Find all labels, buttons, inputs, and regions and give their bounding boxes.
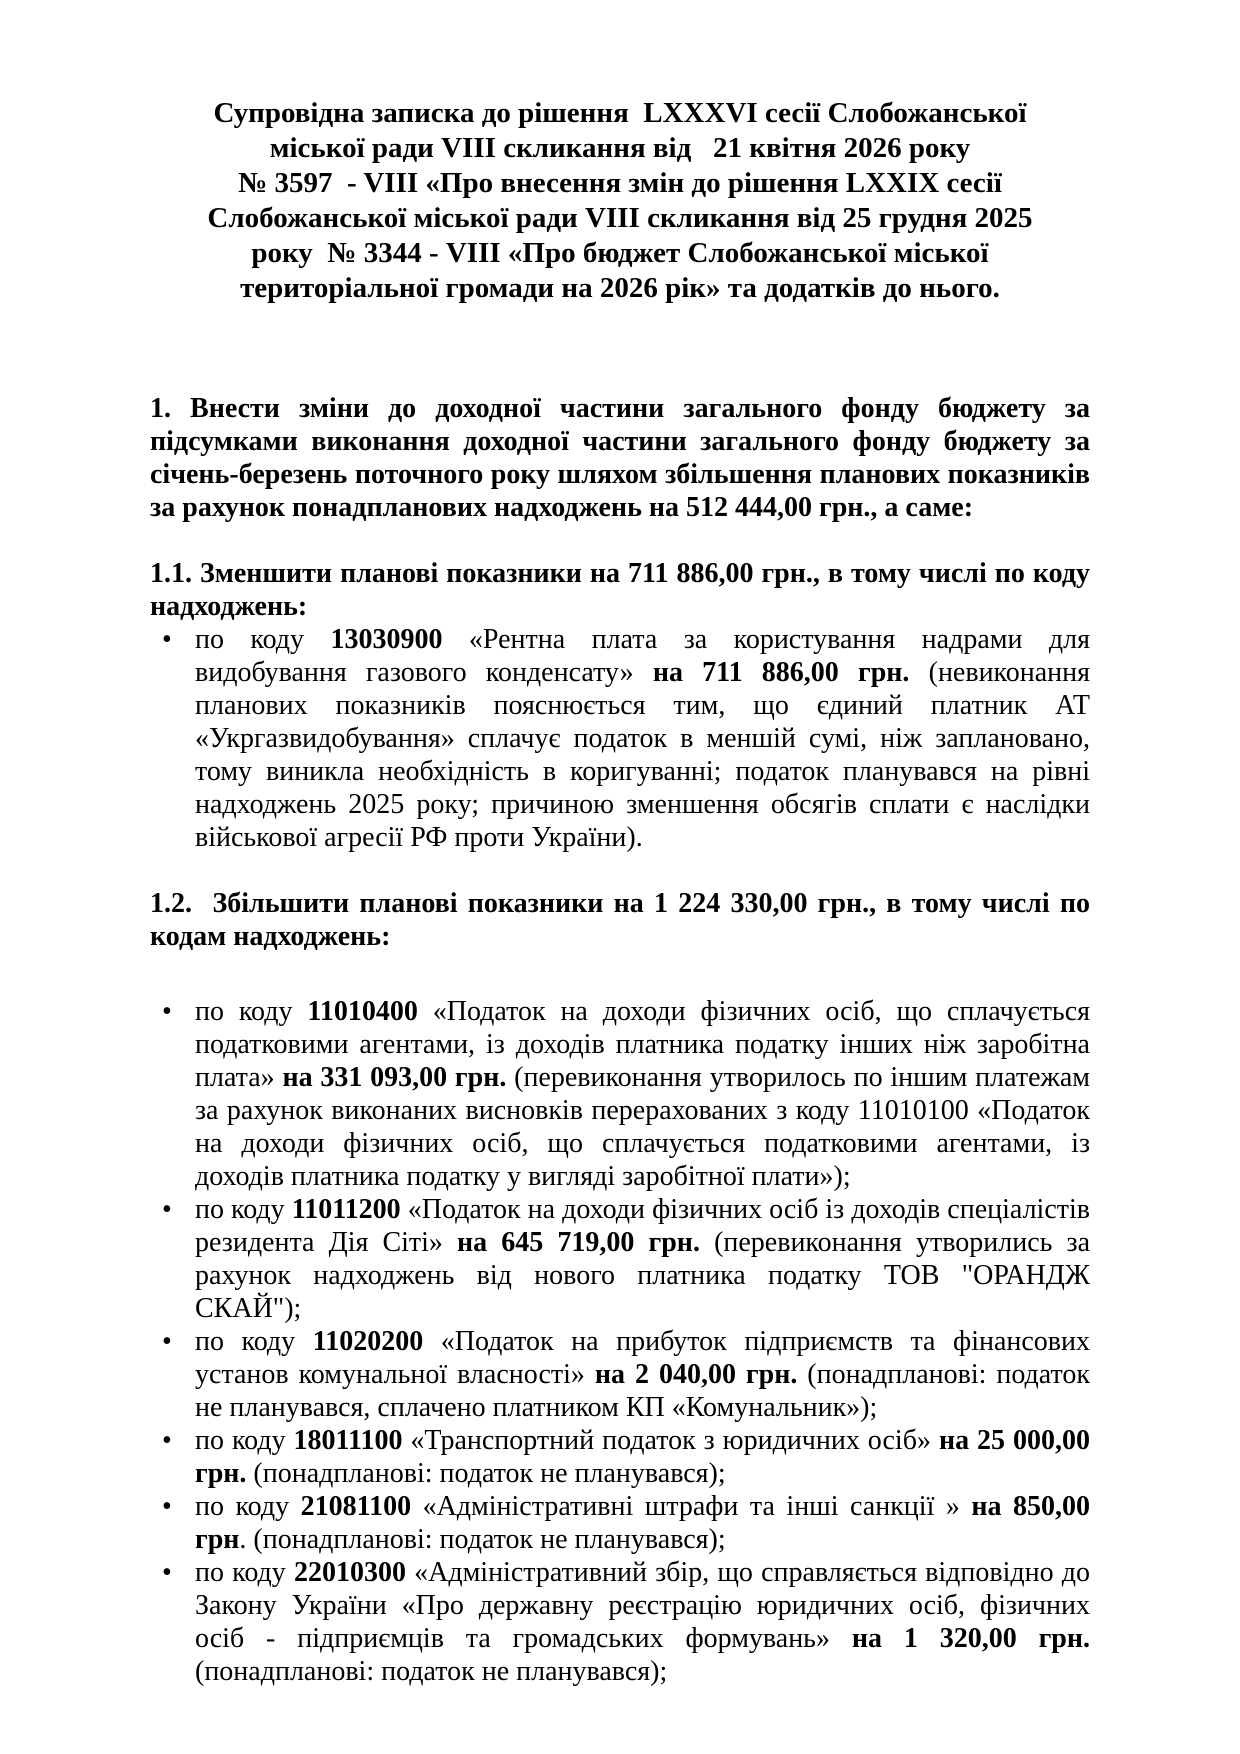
list-item: • по коду 11011200 «Податок на доходи фізичних осіб із доходів спеціалістів резидента Дія Сіті» на 645 719,00 грн. (перевиконання утворились за рахунок надходжень від нового платника податку ТОВ "ОРАНДЖ СКАЙ"); xyxy=(150,1193,1090,1325)
title-line: Слобожанської міської ради VIII скликання від 25 грудня 2025 xyxy=(207,202,1033,234)
section-1-2-list xyxy=(150,995,1090,1688)
list-item: • по коду 11020200 «Податок на прибуток підприємств та фінансових установ комунальної власності» на 2 040,00 грн. (понадпланові: податок не планувався, сплачено платником КП «Комунальник»); xyxy=(150,1325,1090,1424)
title-line: року № 3344 - VIII «Про бюджет Слобожанської міської xyxy=(251,237,989,269)
title-line: міської ради VIII скликання від 21 квітня 2026 року xyxy=(269,132,971,164)
intro-paragraph: 1. Внести зміни до доходної частини загального фонду бюджету за підсумками виконання доходної частини загального фонду бюджету за січень-березень поточного року шляхом збільшення планових показників за рахунок понадпланових надходжень на 512 444,00 грн., а саме: xyxy=(150,393,1090,523)
list-item: • по коду 13030900 «Рентна плата за користування надрами для видобування газового конденсату» на 711 886,00 грн. (невиконання планових показників пояснюється тим, що єдиний платник АТ «Укргазвидобування» сплачує податок в меншій сумі, ніж заплановано, тому виникла необхідність в коригуванні; податок планувався на рівні надходжень 2025 року; причиною зменшення обсягів сплати є наслідки військової агресії РФ проти України). xyxy=(150,623,1090,854)
section-1-1-heading: 1.1. Зменшити планові показники на 711 886,00 грн., в тому числі по коду надходжень: xyxy=(150,558,1090,622)
title-line: № 3597 - VIII «Про внесення змін до рішення LXXIX сесії xyxy=(238,167,1002,199)
section-1-2-heading: 1.2. Збільшити планові показники на 1 224 330,00 грн., в тому числі по кодам надходжень: xyxy=(150,888,1090,952)
title-line: територіальної громади на 2026 рік» та додатків до нього. xyxy=(240,272,1000,304)
list-item: • по коду 11010400 «Податок на доходи фізичних осіб, що сплачується податковими агентами, із доходів платника податку інших ніж заробітна плата» на 331 093,00 грн. (перевиконання утворилось по іншим платежам за рахунок виконаних висновків перерахованих з коду 11010100 «Податок на доходи фізичних осіб, що сплачується податковими агентами, із доходів платника податку у вигляді заробітної плати»); xyxy=(150,995,1090,1193)
list-item: • по коду 21081100 «Адміністративні штрафи та інші санкції » на 850,00 грн. (понадпланові: податок не планувався); xyxy=(150,1490,1090,1556)
list-item: • по коду 18011100 «Транспортний податок з юридичних осіб» на 25 000,00 грн. (понадпланові: податок не планувався); xyxy=(150,1424,1090,1490)
title-line: Супровідна записка до рішення LXXXVI сесії Слобожанської xyxy=(213,97,1027,129)
list-item: • по коду 22010300 «Адміністративний збір, що справляється відповідно до Закону України «Про державну реєстрацію юридичних осіб, фізичних осіб - підприємців та громадських формувань» на 1 320,00 грн. (понадпланові: податок не планувався); xyxy=(150,1556,1090,1688)
section-1-1-list xyxy=(150,623,1090,854)
document-title xyxy=(150,96,1090,306)
